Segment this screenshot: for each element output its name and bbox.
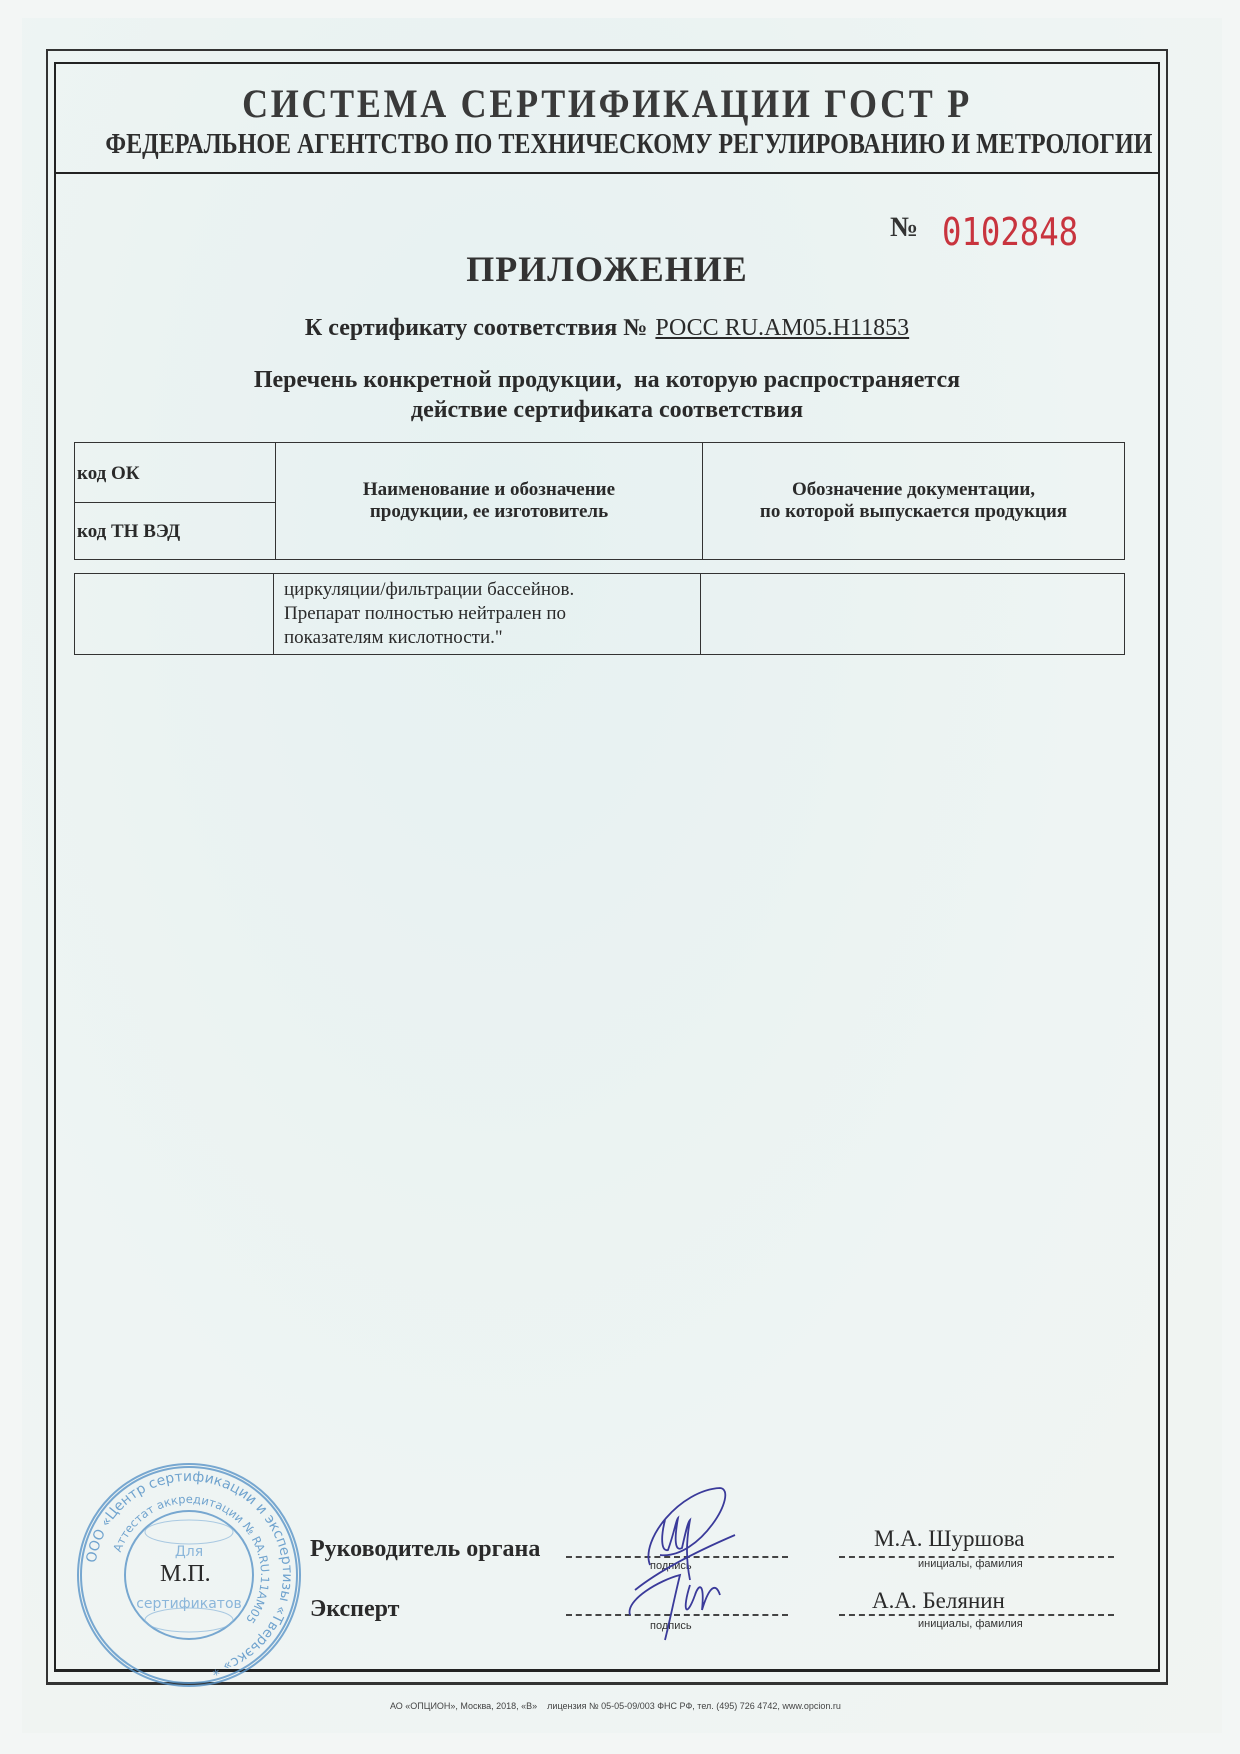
product-header bbox=[276, 443, 703, 560]
product-table bbox=[74, 573, 1125, 655]
stamp-center-line1: Для bbox=[174, 1544, 204, 1560]
stamp-inner-text: Аттестат аккредитации № RA.RU.11АМ05 bbox=[110, 1491, 273, 1627]
expert-label: Эксперт bbox=[310, 1596, 400, 1622]
head-signature-icon bbox=[648, 1488, 725, 1580]
product-line: циркуляции/фильтрации бассейнов. bbox=[284, 579, 575, 600]
expert-name: А.А. Белянин bbox=[872, 1588, 1005, 1613]
list-heading-line2: действие сертификата соответствия bbox=[410, 397, 804, 423]
table-header bbox=[74, 442, 1125, 560]
stamp-place-label: М.П. bbox=[160, 1561, 211, 1587]
handwritten-signatures bbox=[620, 1480, 760, 1650]
product-header-line1: Наименование и обозначение bbox=[362, 479, 616, 500]
code-ok-header: код ОК bbox=[75, 443, 276, 503]
product-line: Препарат полностью нейтрален по bbox=[284, 603, 567, 624]
product-header-line2: продукции, ее изготовитель bbox=[369, 501, 609, 522]
printer-footer: АО «ОПЦИОН», Москва, 2018, «В» лицензия № 05-05-09/003 ФНС РФ, тел. (495) 726 4742, www.opcion.ru bbox=[390, 1701, 841, 1711]
blank-number: 0102848 bbox=[942, 210, 1079, 254]
head-signature-caption: подпись bbox=[650, 1560, 692, 1572]
stamp-center-line2: сертификатов bbox=[136, 1596, 242, 1612]
number-sign: № bbox=[890, 212, 919, 243]
expert-name-line bbox=[839, 1614, 1114, 1616]
expert-signature-caption: подпись bbox=[650, 1620, 692, 1632]
code-tnved-header: код ТН ВЭД bbox=[75, 503, 276, 560]
documentation-header-line2: по которой выпускается продукция bbox=[759, 501, 1068, 522]
certificate-reference bbox=[54, 315, 1160, 342]
documentation-cell bbox=[701, 574, 1125, 655]
system-title: СИСТЕМА СЕРТИФИКАЦИИ ГОСТ Р bbox=[242, 81, 972, 126]
product-line: показателям кислотности." bbox=[284, 627, 503, 648]
stamp-outer-text: ООО «Центр сертификации и экспертизы «Тверьэкс» * bbox=[83, 1468, 296, 1679]
documentation-header bbox=[703, 443, 1125, 560]
product-cell bbox=[274, 574, 701, 655]
head-label: Руководитель органа bbox=[310, 1536, 541, 1562]
page-title: ПРИЛОЖЕНИЕ bbox=[466, 249, 748, 289]
list-heading bbox=[54, 365, 1160, 425]
head-name: М.А. Шуршова bbox=[874, 1526, 1025, 1551]
documentation-header-line1: Обозначение документации, bbox=[791, 479, 1036, 500]
certificate-label: К сертификату соответствия № bbox=[304, 315, 648, 341]
table-row bbox=[75, 574, 1125, 655]
certificate-number: РОСС RU.АМ05.Н11853 bbox=[655, 315, 910, 341]
agency-title: ФЕДЕРАЛЬНОЕ АГЕНТСТВО ПО ТЕХНИЧЕСКОМУ РЕГУЛИРОВАНИЮ И МЕТРОЛОГИИ bbox=[105, 128, 1153, 160]
header-divider bbox=[54, 172, 1160, 174]
head-name-caption: инициалы, фамилия bbox=[918, 1558, 1023, 1570]
expert-name-caption: инициалы, фамилия bbox=[918, 1618, 1023, 1630]
inner-border bbox=[54, 62, 1160, 1672]
list-heading-line1: Перечень конкретной продукции, на которую распространяется bbox=[253, 367, 961, 393]
code-cell bbox=[75, 574, 274, 655]
